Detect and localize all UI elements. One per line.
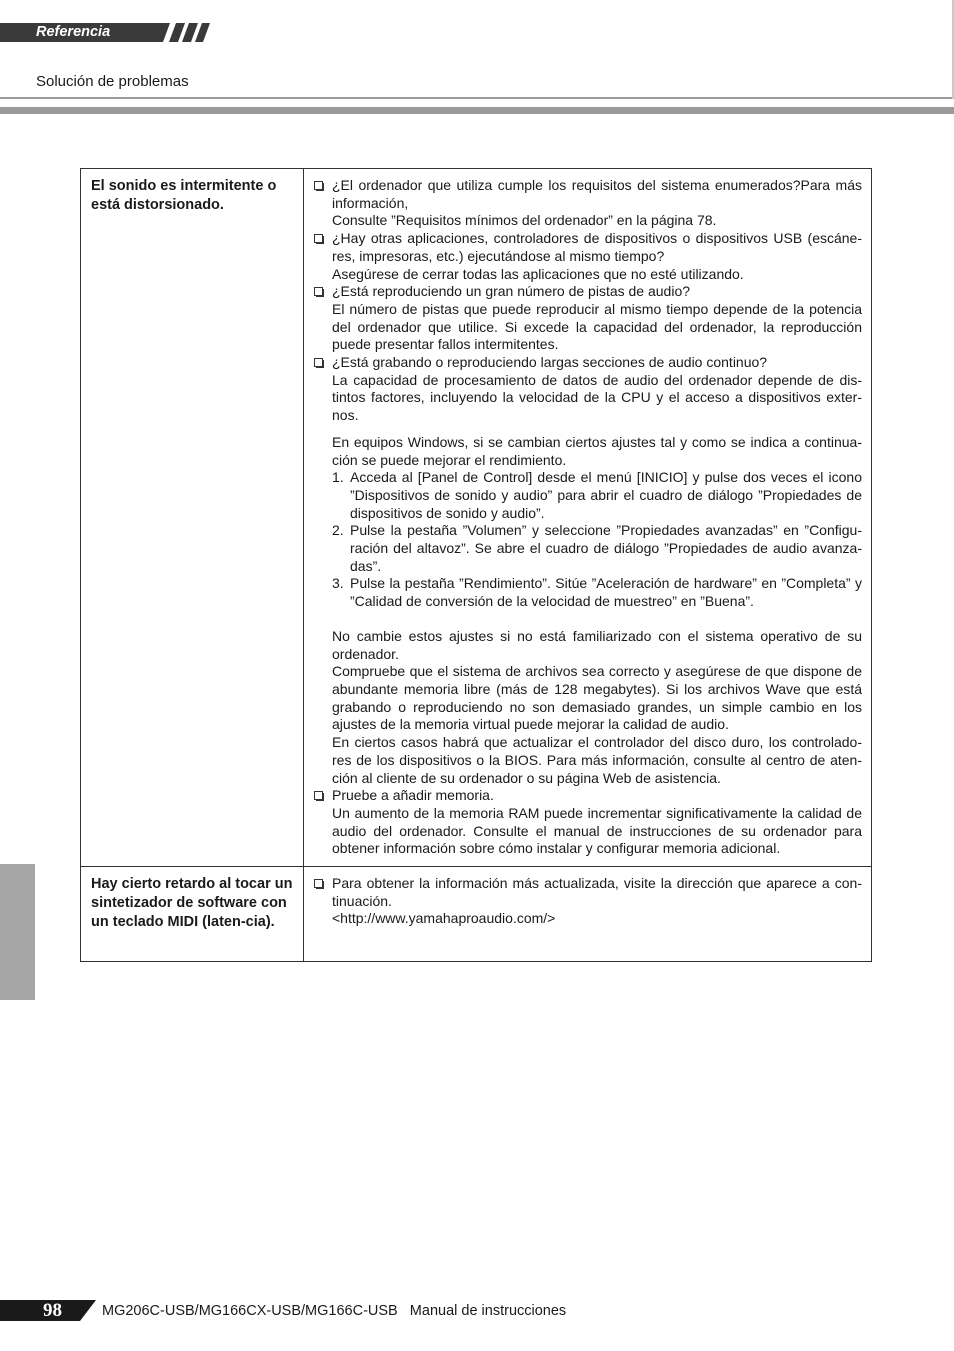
problem-cell: Hay cierto retardo al tocar un sintetizador de software con un teclado MIDI (laten-cia).	[81, 867, 304, 962]
list-item: Para obtener la información más actualizada, visite la dirección que aparece a con-tinuación. <http://www.yamahaproaudio.com/>	[314, 875, 862, 928]
step-item: 2. Pulse la pestaña ”Volumen” y seleccione ”Propiedades avanzadas” en ”Configu-ración del altavoz”. Se abre el cuadro de diálogo ”Propiedades de audio avanza-das”.	[332, 522, 862, 574]
note-paragraph: No cambie estos ajustes si no está familiarizado con el sistema operativo de su ordenador.	[332, 627, 862, 662]
side-tab	[0, 864, 35, 1000]
table-row	[81, 867, 872, 962]
note-paragraph: En ciertos casos habrá que actualizar el controlador del disco duro, los controlado-res de los dispositivos o la BIOS. Para más información, consulte al centro de aten-ción al cliente de su ordenador o su página Web de asistencia.	[332, 734, 862, 786]
checkbox-bullet-icon	[314, 791, 323, 800]
manual-title: MG206C-USB/MG166CX-USB/MG166C-USB Manual de instrucciones	[102, 1303, 567, 1319]
support-url: <http://www.yamahaproaudio.com/>	[332, 910, 556, 927]
page-number: 98	[43, 1300, 62, 1321]
checkbox-bullet-icon	[314, 181, 323, 190]
section-title: Solución de problemas	[36, 73, 189, 90]
list-item: Pruebe a añadir memoria. Un aumento de la memoria RAM puede incrementar significativamente la calidad de audio del ordenador. Consulte el manual de instrucciones de su ordenador para obtener información sobre cómo instalar y configurar memoria adicional.	[314, 787, 862, 858]
windows-intro: En equipos Windows, si se cambian ciertos ajustes tal y como se indica a continua-ción se puede mejorar el rendimiento.	[332, 433, 862, 468]
list-item: ¿Hay otras aplicaciones, controladores de dispositivos o dispositivos USB (escáne-res, impresoras, etc.) ejecutándose al mismo tiempo? Asegúrese de cerrar todas las aplicaciones que no esté utilizando.	[314, 230, 862, 283]
checkbox-bullet-icon	[314, 287, 323, 296]
checkbox-bullet-icon	[314, 358, 323, 367]
note-paragraph: Compruebe que el sistema de archivos sea correcto y asegúrese de que dispone de abundante memoria libre (más de 128 megabytes). Si los archivos Wave que está grabando o reproduciendo no son demasiado grandes, un simple cambio en los ajustes de la memoria virtual puede mejorar la calidad de audio.	[332, 663, 862, 733]
steps-list	[314, 469, 862, 611]
checkbox-bullet-icon	[314, 234, 323, 243]
step-item: 1. Acceda al [Panel de Control] desde el menú [INICIO] y pulse dos veces el icono ”Dispositivos de sonido y audio” para abrir el cuadro de diálogo ”Propiedades de dispositivos de sonido y audio”.	[332, 469, 862, 521]
header-rule-thick	[0, 107, 954, 114]
solution-cell	[304, 867, 872, 962]
solution-cell	[304, 169, 872, 867]
problem-cell: El sonido es intermitente o está distorsionado.	[81, 169, 304, 867]
list-item: ¿El ordenador que utiliza cumple los requisitos del sistema enumerados?Para más información, Consulte ”Requisitos mínimos del ordenador” en la página 78.	[314, 177, 862, 230]
header-rule-thin	[0, 97, 954, 99]
list-item: ¿Está grabando o reproduciendo largas secciones de audio continuo? La capacidad de procesamiento de datos de audio del ordenador depende de dis-tintos factores, incluyendo la velocidad de la CPU y el acceso a dispositivos exter-nos.	[314, 354, 862, 425]
list-item: ¿Está reproduciendo un gran número de pistas de audio? El número de pistas que puede reproducir al mismo tiempo depende de la potencia del ordenador que utilice. Si excede la capacidad del ordenador, la reproducción puede presentar fallos intermitentes.	[314, 283, 862, 354]
troubleshooting-table	[80, 168, 872, 962]
table-row	[81, 169, 872, 867]
checkbox-bullet-icon	[314, 879, 323, 888]
step-item: 3. Pulse la pestaña ”Rendimiento”. Sitúe ”Aceleración de hardware” en ”Completa” y ”Calidad de conversión de la velocidad de muestreo” en ”Buena”.	[332, 575, 862, 610]
header-label: Referencia	[36, 24, 111, 40]
